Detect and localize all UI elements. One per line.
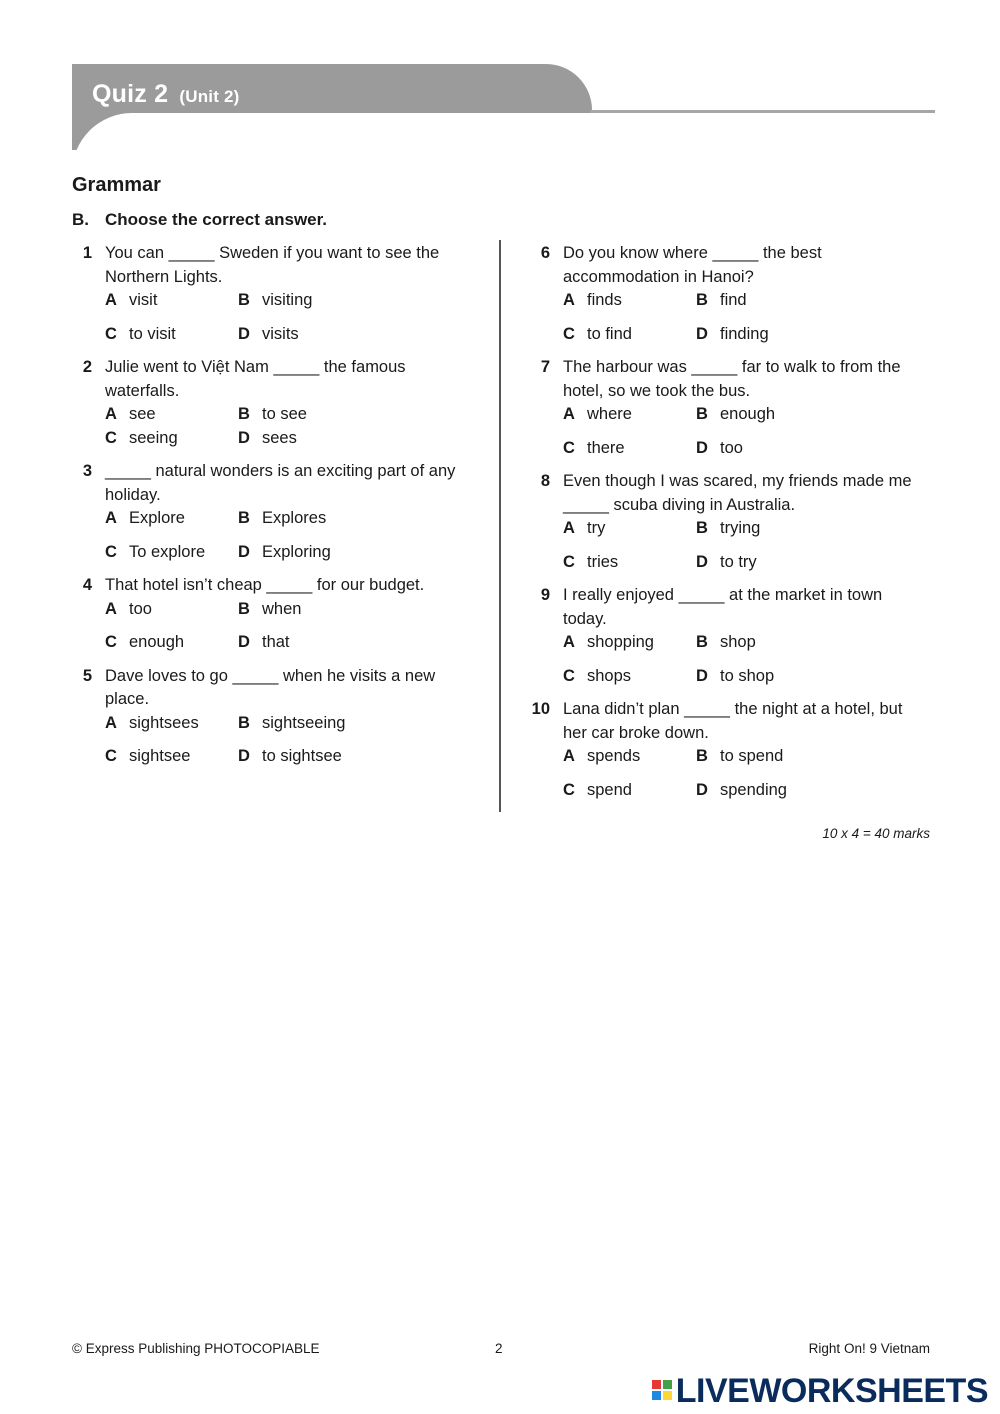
option-letter: A xyxy=(105,291,117,309)
question-number: 7 xyxy=(540,358,550,376)
option-letter: B xyxy=(238,509,250,527)
option-d[interactable] xyxy=(696,437,829,461)
instruction xyxy=(72,210,327,230)
option-letter: D xyxy=(696,324,708,343)
option-letter: C xyxy=(105,542,117,561)
option-text: tries xyxy=(587,552,619,571)
option-letter: B xyxy=(238,291,250,309)
option-d[interactable] xyxy=(238,745,371,769)
option-text: see xyxy=(129,405,156,423)
option-text: enough xyxy=(720,405,776,423)
option-text: finding xyxy=(720,324,769,343)
option-text: when xyxy=(262,599,302,618)
questions-column-left xyxy=(72,242,462,779)
option-text: shop xyxy=(720,633,756,651)
options-row xyxy=(105,427,462,451)
option-letter: D xyxy=(238,633,250,651)
option-d[interactable] xyxy=(696,323,829,347)
option-letter: D xyxy=(238,542,250,561)
option-letter: D xyxy=(238,324,250,343)
option-text: too xyxy=(720,438,743,457)
option-text: trying xyxy=(720,519,761,537)
option-b[interactable] xyxy=(238,598,371,622)
option-letter: C xyxy=(563,552,575,571)
section-heading: Grammar xyxy=(72,174,161,196)
option-c[interactable] xyxy=(105,427,238,451)
option-letter: C xyxy=(105,428,117,447)
instruction-text: Choose the correct answer. xyxy=(105,210,328,229)
option-b[interactable] xyxy=(238,712,371,736)
option-text: to spend xyxy=(720,747,784,765)
option-a[interactable] xyxy=(563,745,696,769)
option-letter: C xyxy=(105,747,117,765)
option-text: too xyxy=(129,599,152,618)
questions-column-right xyxy=(530,242,920,812)
question-number: 10 xyxy=(531,700,550,718)
option-b[interactable] xyxy=(696,289,829,313)
question-10 xyxy=(530,698,920,802)
option-letter: B xyxy=(238,713,250,732)
options-row xyxy=(563,403,920,427)
page-title xyxy=(92,80,240,109)
question-5 xyxy=(72,665,462,769)
option-text: Exploring xyxy=(262,542,331,561)
option-text: spending xyxy=(720,780,787,799)
options-row xyxy=(105,745,462,769)
option-text: sees xyxy=(262,428,297,447)
options-row xyxy=(105,507,462,531)
options-row xyxy=(563,517,920,541)
brand-name: LIVEWORKSHEETS xyxy=(675,1372,988,1410)
option-a[interactable] xyxy=(563,289,696,313)
options-row xyxy=(105,598,462,622)
marks-total: 10 x 4 = 40 marks xyxy=(822,826,930,841)
question-1 xyxy=(72,242,462,346)
options-row xyxy=(563,551,920,575)
options-row xyxy=(563,323,920,347)
question-number: 3 xyxy=(82,462,92,480)
option-text: try xyxy=(587,519,606,537)
option-letter: D xyxy=(238,428,250,447)
option-d[interactable] xyxy=(696,665,829,689)
question-text: Dave loves to go _____ when he visits a new place. xyxy=(105,666,436,708)
quiz-title: Quiz 2 xyxy=(92,80,169,108)
option-a[interactable] xyxy=(105,403,238,427)
option-text: shopping xyxy=(587,633,654,651)
option-letter: A xyxy=(105,599,117,618)
quiz-unit: (Unit 2) xyxy=(179,87,240,106)
option-b[interactable] xyxy=(696,631,829,655)
option-text: finds xyxy=(587,291,622,309)
option-a[interactable] xyxy=(105,598,238,622)
option-text: to shop xyxy=(720,666,775,685)
question-text: _____ natural wonders is an exciting part of any holiday. xyxy=(105,462,456,504)
option-text: sightseeing xyxy=(262,713,346,732)
options-row xyxy=(563,745,920,769)
option-c[interactable] xyxy=(563,437,696,461)
options-row xyxy=(105,712,462,736)
option-c[interactable] xyxy=(563,323,696,347)
question-number: 6 xyxy=(540,244,550,262)
option-text: to sightsee xyxy=(262,747,342,765)
question-2 xyxy=(72,356,462,450)
question-text: You can _____ Sweden if you want to see the Northern Lights. xyxy=(105,244,440,286)
question-text: Lana didn’t plan _____ the night at a hotel, but her car broke down. xyxy=(563,700,903,742)
option-c[interactable] xyxy=(105,541,238,565)
option-b[interactable] xyxy=(238,507,371,531)
option-text: visit xyxy=(129,291,158,309)
option-letter: C xyxy=(105,324,117,343)
options-row xyxy=(563,631,920,655)
option-letter: D xyxy=(696,666,708,685)
option-letter: A xyxy=(105,713,117,732)
option-letter: D xyxy=(238,747,250,765)
brand-square xyxy=(663,1391,672,1400)
question-text: That hotel isn’t cheap _____ for our budget. xyxy=(105,576,425,594)
brand-square xyxy=(652,1380,661,1389)
question-text: The harbour was _____ far to walk to from the hotel, so we took the bus. xyxy=(563,358,901,400)
option-text: spend xyxy=(587,780,632,799)
option-letter: B xyxy=(238,405,250,423)
question-text: Do you know where _____ the best accommodation in Hanoi? xyxy=(563,244,822,286)
question-6 xyxy=(530,242,920,346)
options-row xyxy=(105,541,462,565)
liveworksheets-logo xyxy=(652,1372,988,1411)
option-c[interactable] xyxy=(105,631,238,655)
option-text: visiting xyxy=(262,291,313,309)
option-letter: D xyxy=(696,438,708,457)
option-text: enough xyxy=(129,633,185,651)
question-text: Even though I was scared, my friends made me _____ scuba diving in Australia. xyxy=(563,472,912,514)
option-letter: D xyxy=(696,552,708,571)
option-letter: C xyxy=(563,324,575,343)
option-letter: B xyxy=(696,633,708,651)
option-text: to find xyxy=(587,324,632,343)
question-text: I really enjoyed _____ at the market in town today. xyxy=(563,586,883,628)
option-b[interactable] xyxy=(696,517,829,541)
footer-book-title: Right On! 9 Vietnam xyxy=(808,1341,930,1356)
option-text: spends xyxy=(587,747,641,765)
option-letter: A xyxy=(563,633,575,651)
option-a[interactable] xyxy=(563,517,696,541)
option-letter: C xyxy=(105,633,117,651)
option-letter: A xyxy=(105,509,117,527)
question-number: 8 xyxy=(540,472,550,490)
question-4 xyxy=(72,574,462,655)
option-a[interactable] xyxy=(105,289,238,313)
options-row xyxy=(105,289,462,313)
options-row xyxy=(105,631,462,655)
option-b[interactable] xyxy=(238,289,371,313)
question-number: 4 xyxy=(82,576,92,594)
option-d[interactable] xyxy=(696,551,829,575)
option-letter: C xyxy=(563,666,575,685)
option-c[interactable] xyxy=(105,323,238,347)
option-letter: A xyxy=(563,747,575,765)
option-letter: D xyxy=(696,780,708,799)
option-letter: B xyxy=(696,747,708,765)
option-d[interactable] xyxy=(238,631,371,655)
option-letter: A xyxy=(563,291,575,309)
option-d[interactable] xyxy=(696,779,829,803)
options-row xyxy=(563,289,920,313)
option-text: to try xyxy=(720,552,757,571)
question-number: 2 xyxy=(82,358,92,376)
options-row xyxy=(105,403,462,427)
option-letter: C xyxy=(563,438,575,457)
footer-copyright: © Express Publishing PHOTOCOPIABLE xyxy=(72,1341,320,1356)
option-text: sightsee xyxy=(129,747,191,765)
option-c[interactable] xyxy=(563,551,696,575)
option-a[interactable] xyxy=(105,712,238,736)
footer-page-number: 2 xyxy=(495,1341,503,1356)
option-text: visits xyxy=(262,324,299,343)
options-row xyxy=(105,323,462,347)
option-letter: A xyxy=(563,405,575,423)
option-text: seeing xyxy=(129,428,178,447)
option-text: that xyxy=(262,633,290,651)
brand-square xyxy=(663,1380,672,1389)
option-d[interactable] xyxy=(238,323,371,347)
option-text: shops xyxy=(587,666,632,685)
option-a[interactable] xyxy=(563,403,696,427)
option-text: sightsees xyxy=(129,713,199,732)
question-8 xyxy=(530,470,920,574)
option-letter: B xyxy=(696,405,708,423)
question-number: 1 xyxy=(82,244,92,262)
option-b[interactable] xyxy=(696,403,829,427)
option-letter: A xyxy=(563,519,575,537)
option-text: to see xyxy=(262,405,307,423)
question-text: Julie went to Việt Nam _____ the famous waterfalls. xyxy=(105,358,406,400)
option-d[interactable] xyxy=(238,541,371,565)
option-text: where xyxy=(587,405,632,423)
banner-curve xyxy=(72,113,632,173)
option-b[interactable] xyxy=(238,403,371,427)
option-text: Explores xyxy=(262,509,327,527)
option-letter: C xyxy=(563,780,575,799)
column-divider xyxy=(499,240,501,812)
option-text: there xyxy=(587,438,625,457)
option-letter: B xyxy=(696,519,708,537)
question-7 xyxy=(530,356,920,460)
options-row xyxy=(563,437,920,461)
question-3 xyxy=(72,460,462,564)
option-a[interactable] xyxy=(563,631,696,655)
question-number: 9 xyxy=(540,586,550,604)
brand-squares-icon xyxy=(652,1380,672,1400)
instruction-letter: B. xyxy=(72,210,89,229)
banner-rule xyxy=(590,110,935,113)
option-d[interactable] xyxy=(238,427,371,451)
option-c[interactable] xyxy=(105,745,238,769)
question-9 xyxy=(530,584,920,688)
option-text: Explore xyxy=(129,509,185,527)
options-row xyxy=(563,665,920,689)
option-text: find xyxy=(720,291,747,309)
options-row xyxy=(563,779,920,803)
option-text: to visit xyxy=(129,324,176,343)
option-c[interactable] xyxy=(563,779,696,803)
option-a[interactable] xyxy=(105,507,238,531)
brand-square xyxy=(652,1391,661,1400)
question-number: 5 xyxy=(82,666,92,685)
option-letter: B xyxy=(696,291,708,309)
option-letter: A xyxy=(105,405,117,423)
option-letter: B xyxy=(238,599,250,618)
option-b[interactable] xyxy=(696,745,829,769)
option-c[interactable] xyxy=(563,665,696,689)
option-text: To explore xyxy=(129,542,206,561)
